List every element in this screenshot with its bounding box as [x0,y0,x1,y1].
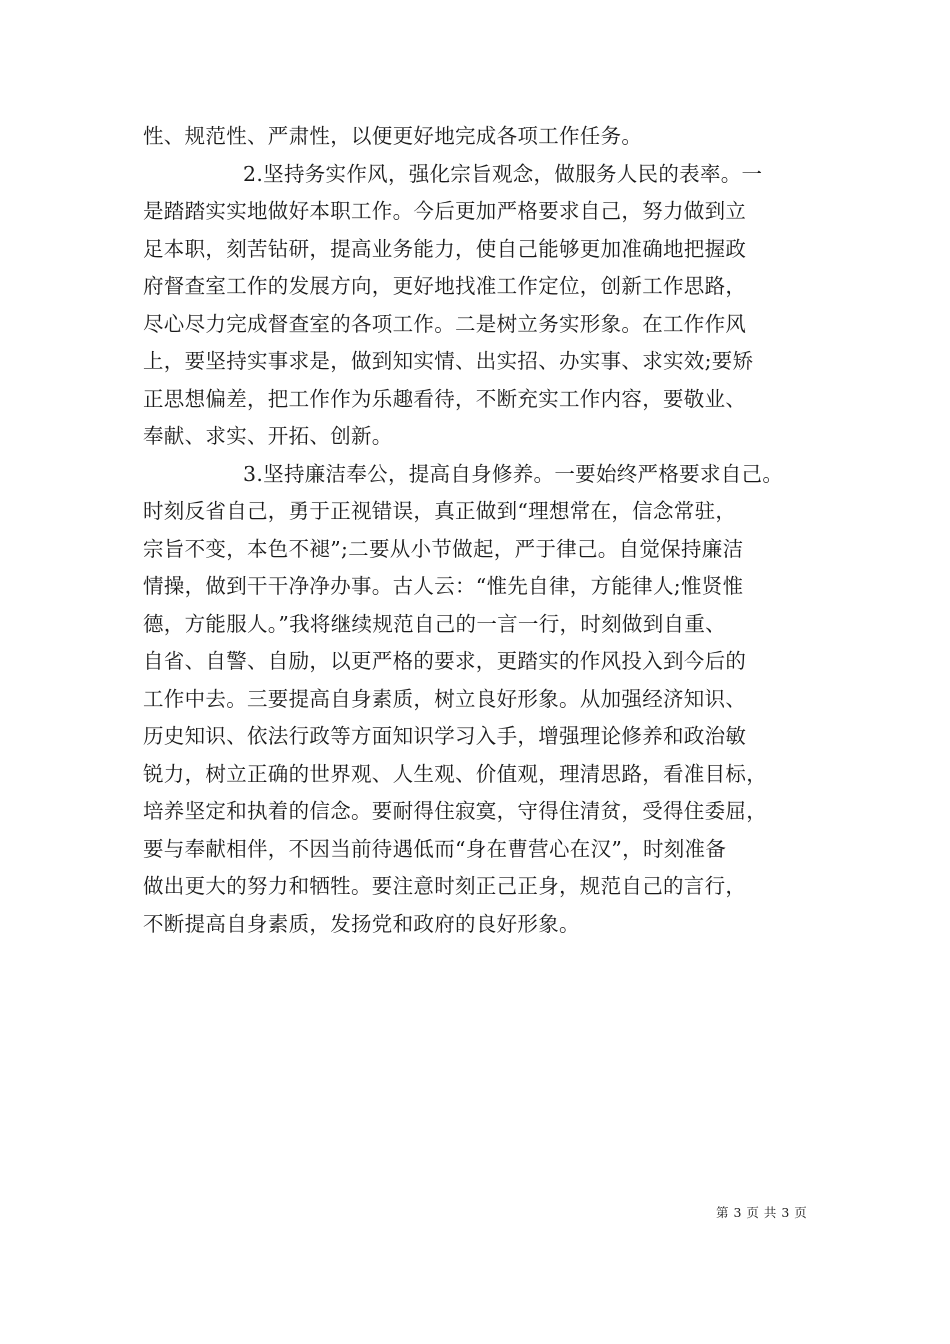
text-line: 德，方能服人。”我将继续规范自己的一言一行，时刻做到自重、 [143,611,726,636]
text-line: 历史知识、依法行政等方面知识学习入手，增强理论修养和政治敏 [143,724,747,748]
text-line: 是踏踏实实地做好本职工作。今后更加严格要求自己，努力做到立 [143,199,747,223]
text-line: 不断提高自身素质，发扬党和政府的良好形象。 [143,911,580,936]
text-line: 自省、自警、自励，以更严格的要求，更踏实的作风投入到今后的 [143,649,747,673]
text-line: 锐力，树立正确的世界观、人生观、价值观，理清思路，看准目标， [143,761,767,786]
text-line: 2.坚持务实作风，强化宗旨观念，做服务人民的表率。一 [243,161,763,186]
text-line: 做出更大的努力和牺牲。要注意时刻正己正身，规范自己的言行， [143,874,747,898]
text-line: 奉献、求实、开拓、创新。 [143,424,393,448]
text-line: 正思想偏差，把工作作为乐趣看待，不断充实工作内容，要敬业、 [143,386,747,411]
text-line: 培养坚定和执着的信念。要耐得住寂寞，守得住清贫，受得住委屈， [143,799,767,823]
text-line: 府督查室工作的发展方向，更好地找准工作定位，创新工作思路， [143,274,747,298]
text-line: 足本职，刻苦钻研，提高业务能力，使自己能够更加准确地把握政 [143,236,747,261]
text-line: 上，要坚持实事求是，做到知实情、出实招、办实事、求实效;要矫 [143,349,754,373]
text-line: 要与奉献相伴，不因当前待遇低而“身在曹营心在汉”，时刻准备 [143,836,727,861]
text-line: 3.坚持廉洁奉公，提高自身修养。一要始终严格要求自己。 [243,461,784,486]
body-text [143,118,833,943]
text-line: 情操，做到干干净净办事。古人云：“惟先自律，方能律人;惟贤惟 [143,574,744,598]
text-line: 宗旨不变，本色不褪”;二要从小节做起，严于律己。自觉保持廉洁 [143,536,744,561]
text-line: 时刻反省自己，勇于正视错误，真正做到“理想常在，信念常驻， [143,499,737,523]
text-line: 尽心尽力完成督查室的各项工作。二是树立务实形象。在工作作风 [143,311,747,336]
text-line: 性、规范性、严肃性，以便更好地完成各项工作任务。 [143,124,643,148]
page-number-footer: 第 3 页 共 3 页 [716,1205,808,1220]
text-line: 工作中去。三要提高自身素质，树立良好形象。从加强经济知识、 [143,686,747,711]
